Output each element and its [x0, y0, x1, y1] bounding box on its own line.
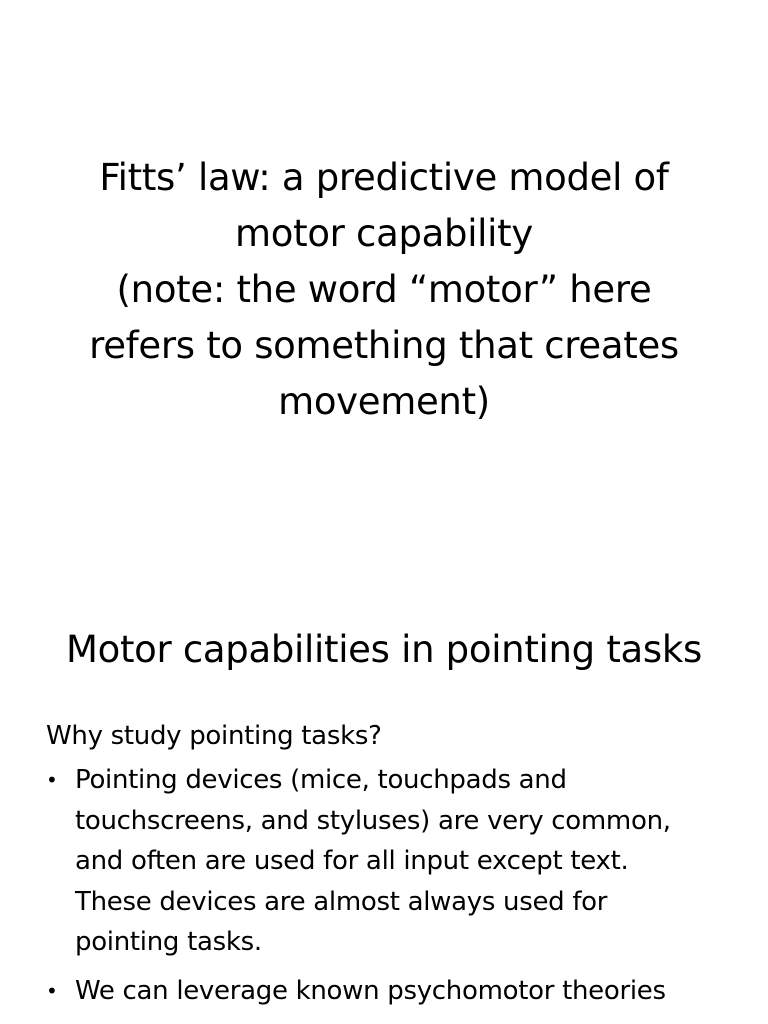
- title-line: movement): [278, 380, 490, 423]
- bullet-line: We can leverage known psychomotor theories: [75, 975, 666, 1006]
- bullet-item: [46, 760, 736, 963]
- title-line: motor capability: [235, 212, 533, 255]
- bullet-line: and often are used for all input except text.: [75, 846, 629, 876]
- bullet-icon: •: [46, 768, 58, 792]
- slide-title-heading: [40, 150, 728, 430]
- title-line: (note: the word “motor” here: [116, 268, 652, 311]
- bullet-line: These devices are almost always used for: [75, 886, 608, 917]
- slide-content-heading: Motor capabilities in pointing tasks: [66, 628, 702, 671]
- title-line: Fitts’ law: a predictive model of: [99, 156, 669, 199]
- lead-text: Why study pointing tasks?: [46, 721, 382, 751]
- bullet-line: Pointing devices (mice, touchpads and: [75, 765, 567, 795]
- title-line: refers to something that creates: [89, 324, 679, 367]
- bullet-line: pointing tasks.: [75, 927, 262, 957]
- bullet-item: [46, 971, 736, 1012]
- bullet-line: touchscreens, and styluses) are very common,: [75, 805, 671, 836]
- slide-content: [0, 576, 768, 1024]
- slide-body: [46, 720, 736, 1011]
- bullet-icon: •: [46, 978, 58, 1003]
